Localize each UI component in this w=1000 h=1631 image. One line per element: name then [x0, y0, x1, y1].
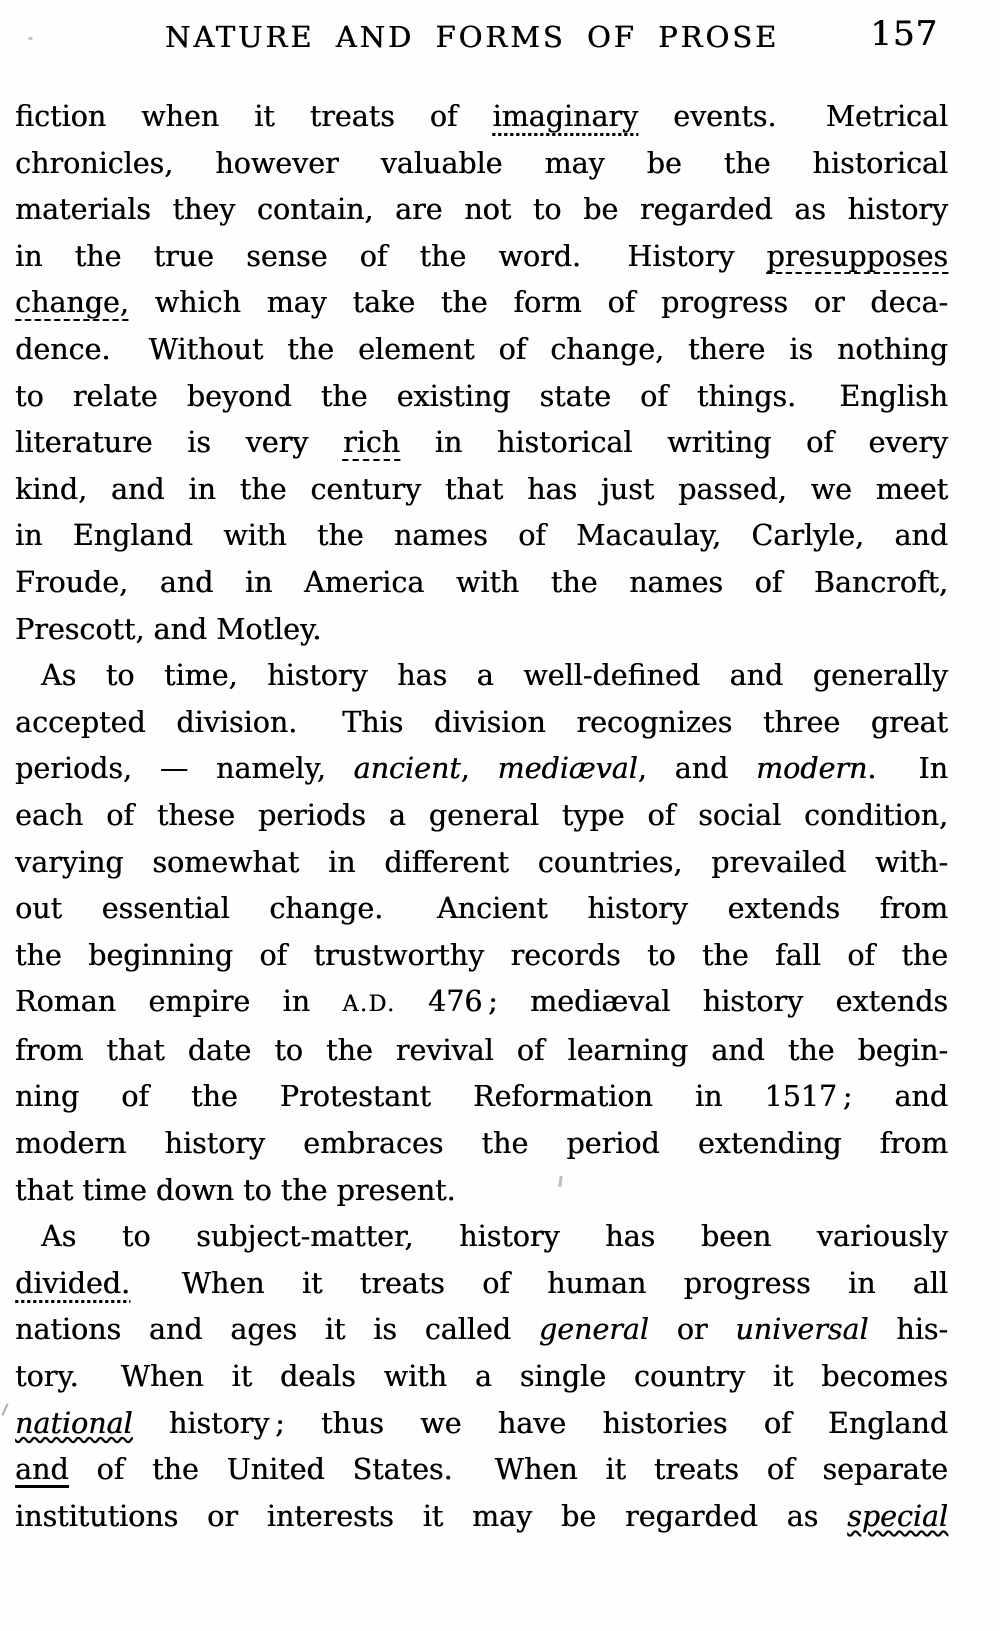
text-segment: history ; thus we have histories of England	[132, 1406, 948, 1440]
italic-term: ancient	[353, 752, 461, 786]
text-segment: When it treats of human progress in all	[130, 1266, 948, 1300]
text-line	[15, 374, 948, 421]
text-line	[15, 1494, 948, 1541]
text-line	[15, 234, 948, 281]
text-segment: 476 ; mediæval history extends	[395, 985, 948, 1019]
text-segment: to relate beyond the existing state of things. English	[15, 379, 948, 413]
text-segment: which may take the form of progress or deca-	[128, 286, 948, 320]
pencil-marked-word: imaginary	[492, 100, 639, 133]
text-segment: accepted division. This division recognizes three great	[15, 705, 948, 739]
text-line	[15, 420, 948, 467]
text-segment: his-	[868, 1313, 948, 1347]
text-segment: varying somewhat in different countries, prevailed with-	[15, 845, 948, 879]
text-line	[15, 280, 948, 327]
text-line	[15, 1028, 948, 1075]
text-line	[15, 1214, 948, 1261]
pencil-marked-word: national	[15, 1406, 133, 1440]
text-segment: each of these periods a general type of social condition,	[15, 798, 948, 832]
scan-artifact	[28, 37, 33, 40]
text-segment: modern history embraces the period extending from	[15, 1127, 948, 1161]
scan-artifact	[1, 1403, 8, 1416]
text-segment: Prescott, and Motley.	[15, 612, 322, 646]
text-line	[15, 700, 948, 747]
text-line	[15, 886, 948, 933]
text-line	[15, 467, 948, 514]
text-segment: in England with the names of Macaulay, Carlyle, and	[15, 519, 948, 553]
chapter-title: NATURE AND FORMS OF PROSE	[164, 20, 780, 54]
text-segment: materials they contain, are not to be regarded as history	[15, 193, 948, 227]
pencil-marked-word: change,	[15, 286, 129, 320]
text-line	[15, 979, 948, 1028]
text-line	[15, 653, 948, 700]
text-line	[15, 327, 948, 374]
smallcaps-abbrev: A.D.	[342, 991, 396, 1018]
text-line	[15, 933, 948, 980]
text-line	[15, 141, 948, 188]
text-segment: events. Metrical	[638, 100, 948, 133]
text-line	[15, 187, 948, 234]
text-segment: dence. Without the element of change, there is nothing	[15, 332, 948, 366]
pencil-marked-word: rich	[342, 426, 401, 460]
text-line	[15, 1307, 948, 1354]
text-segment: the beginning of trustworthy records to the fall of the	[15, 938, 948, 972]
text-segment: literature is very	[15, 426, 343, 460]
italic-term: universal	[735, 1313, 869, 1347]
text-segment: Roman empire in	[15, 985, 343, 1019]
text-segment: chronicles, however valuable may be the historical	[15, 146, 948, 180]
text-line	[15, 1447, 948, 1494]
text-line	[15, 1401, 948, 1448]
text-segment: periods, — namely,	[15, 752, 354, 786]
text-segment: As to time, history has a well-defined and generally	[41, 659, 948, 693]
text-segment: kind, and in the century that has just passed, we meet	[15, 472, 948, 506]
text-line	[15, 1261, 948, 1308]
pencil-marked-word: special	[847, 1499, 948, 1533]
text-segment: Froude, and in America with the names of Bancroft,	[15, 565, 948, 599]
text-segment: ,	[460, 752, 498, 786]
pencil-marked-word: presupposes	[766, 239, 948, 273]
text-line	[15, 1121, 948, 1168]
text-segment: institutions or interests it may be regarded as	[15, 1499, 848, 1533]
text-segment: . In	[867, 752, 948, 786]
italic-term: modern	[756, 752, 868, 786]
text-line	[15, 840, 948, 887]
pencil-marked-word: divided.	[15, 1266, 130, 1300]
text-segment: out essential change. Ancient history extends from	[15, 892, 948, 926]
page-body	[15, 94, 948, 1540]
text-line	[15, 1074, 948, 1121]
text-segment: or	[648, 1313, 736, 1347]
text-line	[15, 793, 948, 840]
italic-term: general	[538, 1313, 649, 1347]
text-segment: ning of the Protestant Reformation in 1517 ; and	[15, 1080, 948, 1114]
text-segment: fiction when it treats of	[15, 100, 493, 133]
pencil-marked-word: and	[15, 1453, 69, 1487]
text-segment: nations and ages it is called	[15, 1313, 539, 1347]
text-line	[15, 560, 948, 607]
text-line	[15, 513, 948, 560]
italic-term: mediæval	[497, 752, 638, 786]
text-line	[15, 607, 948, 654]
text-line	[15, 94, 948, 141]
text-segment: that time down to the present.	[15, 1173, 456, 1207]
page-number: 157	[870, 14, 938, 54]
text-segment: As to subject-matter, history has been variously	[41, 1220, 948, 1254]
text-line	[15, 746, 948, 793]
text-segment: , and	[637, 752, 756, 786]
text-segment: in the true sense of the word. History	[15, 239, 767, 273]
running-head	[0, 14, 1000, 62]
text-line	[15, 1354, 948, 1401]
text-segment: from that date to the revival of learning and the begin-	[15, 1033, 948, 1067]
text-segment: of the United States. When it treats of separate	[68, 1453, 948, 1487]
text-segment: in historical writing of every	[400, 426, 948, 460]
text-segment: tory. When it deals with a single country it becomes	[15, 1360, 948, 1394]
text-line	[15, 1168, 948, 1215]
